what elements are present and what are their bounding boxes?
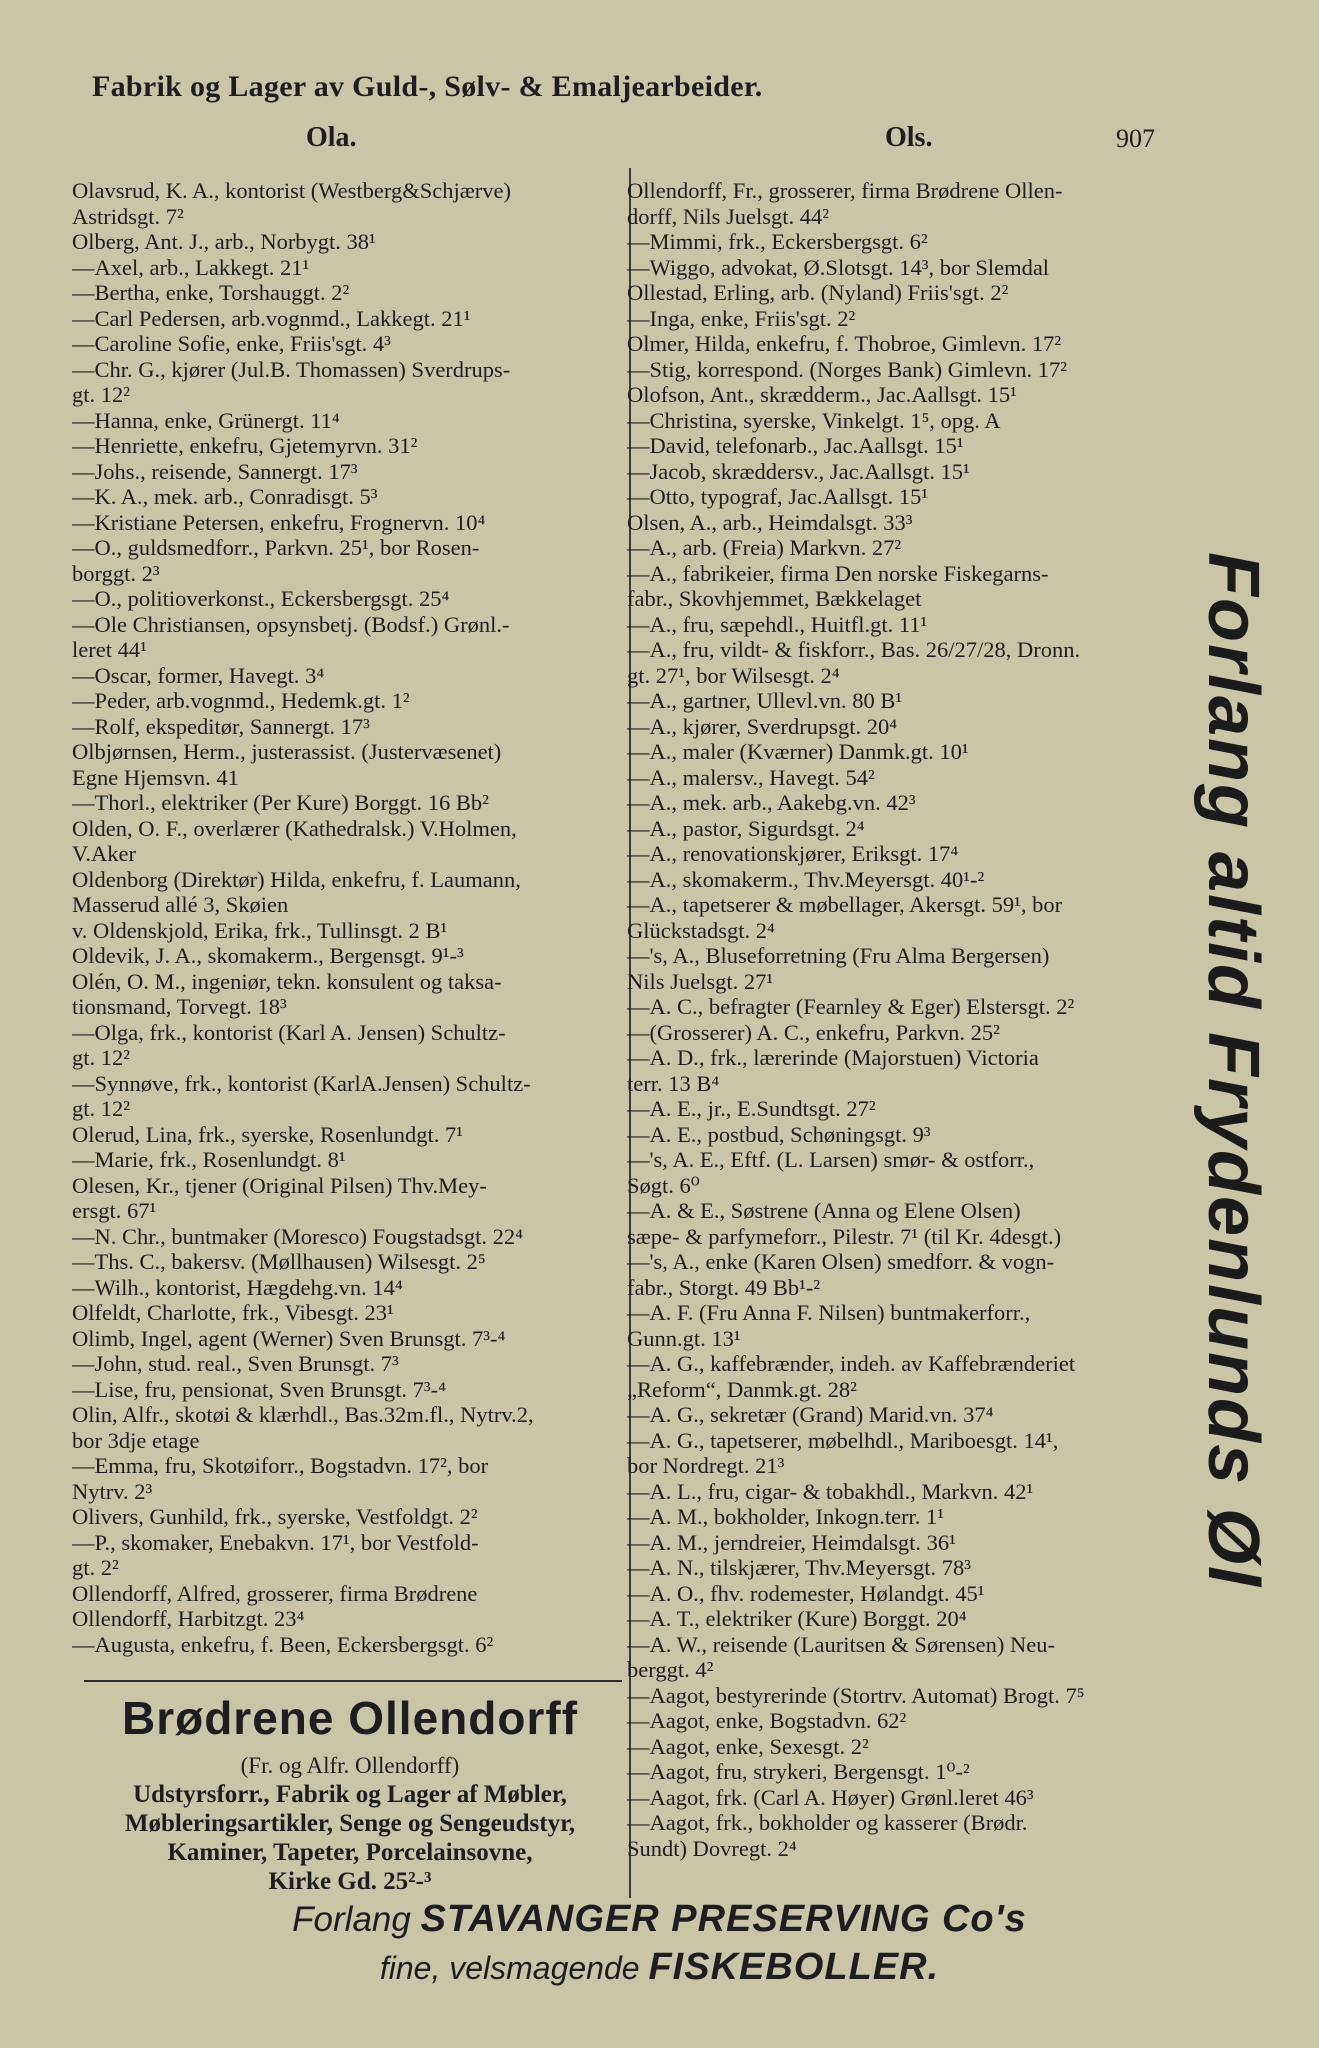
directory-entry — [627, 943, 1172, 994]
entry-line: —Mimmi, frk., Eckersbergsgt. 6² — [627, 229, 928, 254]
entry-line: —Ths. C., bakersv. (Møllhausen) Wilsesgt. 2⁵ — [72, 1249, 486, 1274]
directory-entry — [627, 1530, 1172, 1556]
entry-line: —Jacob, skræddersv., Jac.Aallsgt. 15¹ — [627, 458, 970, 484]
entry-line: —Kristiane Petersen, enkefru, Frognervn. 10⁴ — [72, 509, 486, 535]
entry-line: —Hanna, enke, Grünergt. 11⁴ — [72, 407, 340, 433]
entry-line: gt. 12² — [72, 1045, 130, 1070]
entry-line: Olsen, A., arb., Heimdalsgt. 33³ — [627, 509, 913, 535]
entry-line: —'s, A., enke (Karen Olsen) smedforr. & vogn- — [627, 1249, 1055, 1274]
entry-line: —Wilh., kontorist, Hægdehg.vn. 14⁴ — [72, 1274, 403, 1300]
directory-entry — [627, 688, 1172, 714]
entry-line: —Carl Pedersen, arb.vognmd., Lakkegt. 21¹ — [72, 305, 471, 331]
bottom-ad-line-1 — [0, 1898, 1319, 1941]
entry-line: Nytrv. 2³ — [72, 1478, 153, 1504]
directory-entry — [72, 969, 612, 1020]
entry-line: Olofson, Ant., skrædderm., Jac.Aallsgt. 15¹ — [627, 382, 1017, 407]
left-column — [72, 178, 612, 1657]
entry-line: Olden, O. F., overlærer (Kathedralsk.) V.Holmen, — [72, 815, 517, 841]
directory-entry — [72, 1071, 612, 1122]
directory-entry — [72, 1020, 612, 1071]
entry-line: Egne Hjemsvn. 41 — [72, 764, 239, 790]
entry-line: Olivers, Gunhild, frk., syerske, Vestfoldgt. 2² — [72, 1504, 478, 1529]
directory-entry — [72, 943, 612, 969]
right-column — [627, 178, 1172, 1861]
entry-line: V.Aker — [72, 841, 136, 866]
directory-entry — [627, 1428, 1172, 1479]
entry-line: gt. 27¹, bor Wilsesgt. 2⁴ — [627, 662, 840, 688]
directory-entry — [627, 484, 1172, 510]
entry-line: —Synnøve, frk., kontorist (KarlA.Jensen) Schultz- — [72, 1070, 531, 1096]
directory-entry — [72, 1377, 612, 1403]
directory-entry — [627, 739, 1172, 765]
directory-entry — [627, 1096, 1172, 1122]
entry-line: —A., fabrikeier, firma Den norske Fiskegarns- — [627, 560, 1049, 586]
entry-line: —Stig, korrespond. (Norges Bank) Gimlevn. 17² — [627, 356, 1068, 382]
entry-line: —A., arb. (Freia) Markvn. 27² — [627, 535, 902, 560]
directory-entry — [72, 433, 612, 459]
entry-line: —Axel, arb., Lakkegt. 21¹ — [72, 254, 310, 280]
left-keyword: Ola. — [306, 122, 357, 153]
directory-entry — [627, 1683, 1172, 1709]
directory-entry — [72, 1581, 612, 1632]
entry-line: bor Nordregt. 21³ — [627, 1453, 785, 1478]
directory-entry — [627, 306, 1172, 332]
directory-entry — [627, 1708, 1172, 1734]
entry-line: —Augusta, enkefru, f. Been, Eckersbergsgt. 6² — [72, 1631, 494, 1657]
directory-entry — [627, 1045, 1172, 1096]
directory-entry — [72, 1402, 612, 1453]
entry-line: —A., kjører, Sverdrupsgt. 20⁴ — [627, 713, 898, 739]
entry-line: —A. W., reisende (Lauritsen & Sørensen) Neu- — [627, 1631, 1056, 1657]
entry-line: —Otto, typograf, Jac.Aallsgt. 15¹ — [627, 484, 929, 509]
directory-entry — [72, 306, 612, 332]
entry-line: Olberg, Ant. J., arb., Norbygt. 38¹ — [72, 229, 376, 254]
directory-entry — [627, 994, 1172, 1020]
entry-line: fabr., Skovhjemmet, Bækkelaget — [627, 586, 922, 611]
ad-subtitle: (Fr. og Alfr. Ollendorff) — [240, 1753, 460, 1778]
entry-line: ersgt. 67¹ — [72, 1198, 157, 1223]
entry-line: —Aagot, enke, Bogstadvn. 62² — [627, 1708, 907, 1733]
directory-entry — [627, 408, 1172, 434]
directory-entry — [72, 255, 612, 281]
directory-entry — [72, 459, 612, 485]
entry-line: —Marie, frk., Rosenlundgt. 8¹ — [72, 1147, 346, 1172]
directory-entry — [627, 229, 1172, 255]
entry-line: Olén, O. M., ingeniør, tekn. konsulent og taksa- — [72, 968, 502, 994]
entry-line: —Chr. G., kjører (Jul.B. Thomassen) Sverdrups- — [72, 356, 511, 382]
entry-line: —A. M., jerndreier, Heimdalsgt. 36¹ — [627, 1529, 956, 1555]
directory-entry — [72, 1453, 612, 1504]
entry-line: berggt. 4² — [627, 1657, 714, 1682]
entry-line: gt. 12² — [72, 382, 130, 407]
entry-line: —A. O., fhv. rodemester, Hølandgt. 45¹ — [627, 1580, 985, 1606]
directory-entry — [72, 586, 612, 612]
entry-line: —A. M., bokholder, Inkogn.terr. 1¹ — [627, 1504, 945, 1529]
entry-line: —A., tapetserer & møbellager, Akersgt. 59¹, bor — [627, 892, 1063, 917]
directory-entry — [72, 1326, 612, 1352]
directory-entry — [72, 280, 612, 306]
entry-line: sæpe- & parfymeforr., Pilestr. 7¹ (til Kr. 4desgt.) — [627, 1223, 1062, 1249]
entry-line: —Oscar, former, Havegt. 3⁴ — [72, 662, 325, 688]
directory-entry — [72, 1224, 612, 1250]
vertical-advertisement — [1195, 470, 1271, 1670]
entry-line: —Bertha, enke, Torshauggt. 2² — [72, 280, 350, 305]
entry-line: —A. E., jr., E.Sundtsgt. 27² — [627, 1096, 876, 1121]
directory-entry — [627, 1810, 1172, 1861]
entry-line: —A. & E., Søstrene (Anna og Elene Olsen) — [627, 1198, 1021, 1223]
entry-line: —Peder, arb.vognmd., Hedemk.gt. 1² — [72, 688, 410, 713]
directory-entry — [72, 867, 612, 918]
directory-entry — [72, 816, 612, 867]
entry-line: —K. A., mek. arb., Conradisgt. 5³ — [72, 484, 378, 509]
directory-entry — [72, 484, 612, 510]
entry-line: Astridsgt. 7² — [72, 203, 184, 229]
directory-entry — [627, 331, 1172, 357]
entry-line: —Aagot, frk. (Carl A. Høyer) Grønl.leret 46³ — [627, 1784, 1034, 1810]
entry-line: —A., malersv., Havegt. 54² — [627, 764, 875, 790]
directory-entry — [627, 178, 1172, 229]
vertical-ad-text: Forlang altid Frydenlunds Øl — [1193, 551, 1273, 1589]
directory-entry — [627, 255, 1172, 281]
directory-entry — [627, 1122, 1172, 1148]
ad-top-rule — [84, 1680, 622, 1682]
directory-entry — [72, 688, 612, 714]
bottom-ad-prefix-2: fine, velsmagende — [379, 1950, 640, 1986]
entry-line: v. Oldenskjold, Erika, frk., Tullinsgt. 2 B¹ — [72, 917, 448, 943]
entry-line: —O., politioverkonst., Eckersbergsgt. 25⁴ — [72, 586, 450, 611]
entry-line: —Aagot, enke, Sexesgt. 2² — [627, 1733, 869, 1759]
page-header-line: Fabrik og Lager av Guld-, Sølv- & Emaljearbeider. — [92, 70, 763, 103]
directory-entry — [627, 1555, 1172, 1581]
entry-line: —A., mek. arb., Aakebg.vn. 42³ — [627, 790, 916, 815]
ad-title: Brødrene Ollendorff — [121, 1692, 579, 1744]
directory-entry — [627, 1402, 1172, 1428]
entry-line: Oldevik, J. A., skomakerm., Bergensgt. 9¹-³ — [72, 943, 464, 968]
entry-line: —Caroline Sofie, enke, Friis'sgt. 4³ — [72, 331, 391, 356]
directory-entry — [72, 1530, 612, 1581]
directory-entry — [627, 892, 1172, 943]
directory-entry — [72, 1504, 612, 1530]
directory-entry — [627, 841, 1172, 867]
directory-entry — [627, 1632, 1172, 1683]
directory-entry — [72, 510, 612, 536]
entry-line: Ollendorff, Harbitzgt. 23⁴ — [72, 1606, 305, 1631]
entry-line: —(Grosserer) A. C., enkefru, Parkvn. 25² — [627, 1019, 1000, 1045]
ad-line: Kirke Gd. 25²-³ — [268, 1868, 432, 1895]
ollendorff-advertisement — [74, 1690, 626, 1896]
entry-line: —'s, A., Bluseforretning (Fru Alma Bergersen) — [627, 943, 1050, 968]
directory-entry — [72, 918, 612, 944]
bottom-ad-prefix: Forlang — [292, 1900, 411, 1939]
entry-line: Masserud allé 3, Skøien — [72, 892, 289, 917]
entry-line: —A. E., postbud, Schøningsgt. 9³ — [627, 1121, 931, 1147]
entry-line: —John, stud. real., Sven Brunsgt. 7³ — [72, 1351, 399, 1376]
entry-line: Olbjørnsen, Herm., justerassist. (Justervæsenet) — [72, 739, 502, 764]
entry-line: tionsmand, Torvegt. 18³ — [72, 994, 287, 1019]
entry-line: Oldenborg (Direktør) Hilda, enkefru, f. Laumann, — [72, 866, 521, 892]
directory-entry — [72, 229, 612, 255]
entry-line: —A. D., frk., lærerinde (Majorstuen) Victoria — [627, 1045, 1039, 1070]
directory-entry — [72, 331, 612, 357]
entry-line: terr. 13 B⁴ — [627, 1070, 720, 1096]
entry-line: Ollestad, Erling, arb. (Nyland) Friis'sgt. 2² — [627, 280, 1009, 305]
entry-line: Olmer, Hilda, enkefru, f. Thobroe, Gimlevn. 17² — [627, 331, 1062, 356]
directory-entry — [72, 178, 612, 229]
entry-line: —Lise, fru, pensionat, Sven Brunsgt. 7³-⁴ — [72, 1376, 446, 1402]
entry-line: gt. 2² — [72, 1555, 119, 1580]
entry-line: —A. G., tapetserer, møbelhdl., Mariboesgt. 14¹, — [627, 1427, 1059, 1453]
directory-entry — [627, 382, 1172, 408]
entry-line: —Christina, syerske, Vinkelgt. 1⁵, opg. A — [627, 407, 1001, 433]
directory-entry — [627, 357, 1172, 383]
entry-line: dorff, Nils Juelsgt. 44² — [627, 203, 829, 229]
entry-line: —P., skomaker, Enebakvn. 17¹, bor Vestfold- — [72, 1529, 479, 1555]
directory-entry — [627, 867, 1172, 893]
directory-entry — [627, 1759, 1172, 1785]
directory-entry — [72, 1275, 612, 1301]
directory-entry — [627, 1300, 1172, 1351]
entry-line: bor 3dje etage — [72, 1427, 200, 1453]
entry-line: Olavsrud, K. A., kontorist (Westberg&Schjærve) — [72, 178, 511, 203]
directory-entry — [72, 714, 612, 740]
entry-line: —A., gartner, Ullevl.vn. 80 B¹ — [627, 688, 903, 713]
entry-line: —Henriette, enkefru, Gjetemyrvn. 31² — [72, 433, 418, 458]
entry-line: —A., pastor, Sigurdsgt. 2⁴ — [627, 815, 865, 841]
entry-line: Gunn.gt. 13¹ — [627, 1325, 741, 1351]
directory-entry — [627, 714, 1172, 740]
directory-entry — [72, 612, 612, 663]
directory-entry — [627, 1504, 1172, 1530]
directory-entry — [72, 1147, 612, 1173]
entry-line: gt. 12² — [72, 1096, 130, 1121]
directory-entry — [627, 790, 1172, 816]
entry-line: —Emma, fru, Skotøiforr., Bogstadvn. 17², bor — [72, 1453, 489, 1478]
directory-entry — [72, 1351, 612, 1377]
directory-entry — [627, 1351, 1172, 1402]
entry-line: —A. G., sekretær (Grand) Marid.vn. 37⁴ — [627, 1402, 994, 1427]
entry-line: —O., guldsmedforr., Parkvn. 25¹, bor Rosen- — [72, 535, 480, 560]
directory-entry — [627, 535, 1172, 561]
entry-line: Ollendorff, Alfred, grosserer, firma Brødrene — [72, 1580, 478, 1606]
entry-line: —A. T., elektriker (Kure) Borggt. 20⁴ — [627, 1606, 967, 1631]
entry-line: —Thorl., elektriker (Per Kure) Borggt. 16 Bb² — [72, 790, 489, 815]
entry-line: Olimb, Ingel, agent (Werner) Sven Brunsgt. 7³-⁴ — [72, 1325, 506, 1351]
entry-line: Olin, Alfr., skotøi & klærhdl., Bas.32m.fl., Nytrv.2, — [72, 1402, 534, 1427]
entry-line: —A. N., tilskjærer, Thv.Meyersgt. 78³ — [627, 1555, 971, 1580]
entry-line: —Johs., reisende, Sannergt. 17³ — [72, 458, 358, 484]
directory-entry — [72, 1122, 612, 1148]
entry-line: —A. L., fru, cigar- & tobakhdl., Markvn. 42¹ — [627, 1478, 1034, 1504]
directory-entry — [627, 1147, 1172, 1198]
directory-entry — [627, 1020, 1172, 1046]
directory-entry — [627, 1249, 1172, 1300]
directory-entry — [72, 357, 612, 408]
entry-line: —A., skomakerm., Thv.Meyersgt. 40¹-² — [627, 866, 985, 892]
directory-entry — [627, 1734, 1172, 1760]
directory-entry — [627, 1606, 1172, 1632]
entry-line: „Reform“, Danmk.gt. 28² — [627, 1376, 857, 1402]
entry-line: —A. G., kaffebrænder, indeh. av Kaffebrænderiet — [627, 1351, 1076, 1376]
entry-line: —Ole Christiansen, opsynsbetj. (Bodsf.) Grønl.- — [72, 611, 510, 637]
entry-line: —A., renovationskjører, Eriksgt. 17⁴ — [627, 841, 959, 866]
entry-line: —A. F. (Fru Anna F. Nilsen) buntmakerforr., — [627, 1300, 1031, 1325]
directory-entry — [627, 1785, 1172, 1811]
directory-entry — [627, 637, 1172, 688]
directory-entry — [72, 1632, 612, 1658]
directory-entry — [627, 765, 1172, 791]
directory-entry — [72, 535, 612, 586]
entry-line: Olesen, Kr., tjener (Original Pilsen) Thv.Mey- — [72, 1172, 487, 1198]
directory-entry — [627, 816, 1172, 842]
entry-line: borggt. 2³ — [72, 560, 160, 586]
entry-line: Nils Juelsgt. 27¹ — [627, 968, 774, 994]
directory-entry — [627, 1479, 1172, 1505]
entry-line: —N. Chr., buntmaker (Moresco) Fougstadsgt. 22⁴ — [72, 1223, 523, 1249]
directory-entry — [627, 280, 1172, 306]
directory-entry — [627, 561, 1172, 612]
directory-entry — [627, 459, 1172, 485]
entry-line: —A., maler (Kværner) Danmk.gt. 10¹ — [627, 739, 969, 764]
entry-line: —Rolf, ekspeditør, Sannergt. 17³ — [72, 713, 370, 739]
entry-line: —Aagot, frk., bokholder og kasserer (Brødr. — [627, 1810, 1028, 1835]
directory-entry — [72, 663, 612, 689]
entry-line: fabr., Storgt. 49 Bb¹-² — [627, 1274, 821, 1300]
ad-line: Møbleringsartikler, Senge og Sengeudstyr, — [124, 1810, 576, 1837]
directory-entry — [72, 1173, 612, 1224]
ad-line: Udstyrsforr., Fabrik og Lager af Møbler, — [133, 1781, 567, 1808]
bottom-ad-product: FISKEBOLLER. — [648, 1946, 940, 1988]
directory-entry — [627, 612, 1172, 638]
entry-line: Olerud, Lina, frk., syerske, Rosenlundgt. 7¹ — [72, 1121, 464, 1147]
directory-entry — [72, 790, 612, 816]
entry-line: —David, telefonarb., Jac.Aallsgt. 15¹ — [627, 433, 964, 458]
entry-line: —A. C., befragter (Fearnley & Eger) Elstersgt. 2² — [627, 994, 1075, 1019]
directory-entry — [72, 739, 612, 790]
directory-entry — [627, 433, 1172, 459]
directory-entry — [627, 1581, 1172, 1607]
entry-line: —A., fru, vildt- & fiskforr., Bas. 26/27/28, Dronn. — [627, 637, 1081, 662]
directory-entry — [627, 510, 1172, 536]
directory-entry — [72, 1300, 612, 1326]
right-keyword: Ols. — [885, 122, 933, 153]
entry-line: —Olga, frk., kontorist (Karl A. Jensen) Schultz- — [72, 1019, 506, 1045]
entry-line: Sundt) Dovregt. 2⁴ — [627, 1835, 797, 1861]
entry-line: leret 44¹ — [72, 637, 147, 662]
ad-line: Kaminer, Tapeter, Porcelainsovne, — [167, 1839, 533, 1866]
entry-line: Olfeldt, Charlotte, frk., Vibesgt. 23¹ — [72, 1300, 394, 1325]
entry-line: —Wiggo, advokat, Ø.Slotsgt. 14³, bor Slemdal — [627, 254, 1050, 280]
page-number: 907 — [1116, 124, 1155, 153]
entry-line: —Aagot, fru, strykeri, Bergensgt. 1⁰-² — [627, 1759, 970, 1784]
entry-line: —A., fru, sæpehdl., Huitfl.gt. 11¹ — [627, 611, 928, 637]
directory-entry — [72, 1249, 612, 1275]
entry-line: Glückstadsgt. 2⁴ — [627, 917, 775, 943]
entry-line: —Aagot, bestyrerinde (Stortrv. Automat) Brogt. 7⁵ — [627, 1682, 1085, 1708]
bottom-ad-brand: STAVANGER PRESERVING Co's — [420, 1898, 1027, 1940]
entry-line: Ollendorff, Fr., grosserer, firma Brødrene Ollen- — [627, 178, 1063, 203]
directory-entry — [627, 1198, 1172, 1249]
entry-line: —Inga, enke, Friis'sgt. 2² — [627, 305, 856, 331]
entry-line: —'s, A. E., Eftf. (L. Larsen) smør- & ostforr., — [627, 1147, 1035, 1172]
directory-entry — [72, 408, 612, 434]
entry-line: Søgt. 6⁰ — [627, 1172, 700, 1198]
bottom-ad-line-2 — [0, 1946, 1319, 1989]
